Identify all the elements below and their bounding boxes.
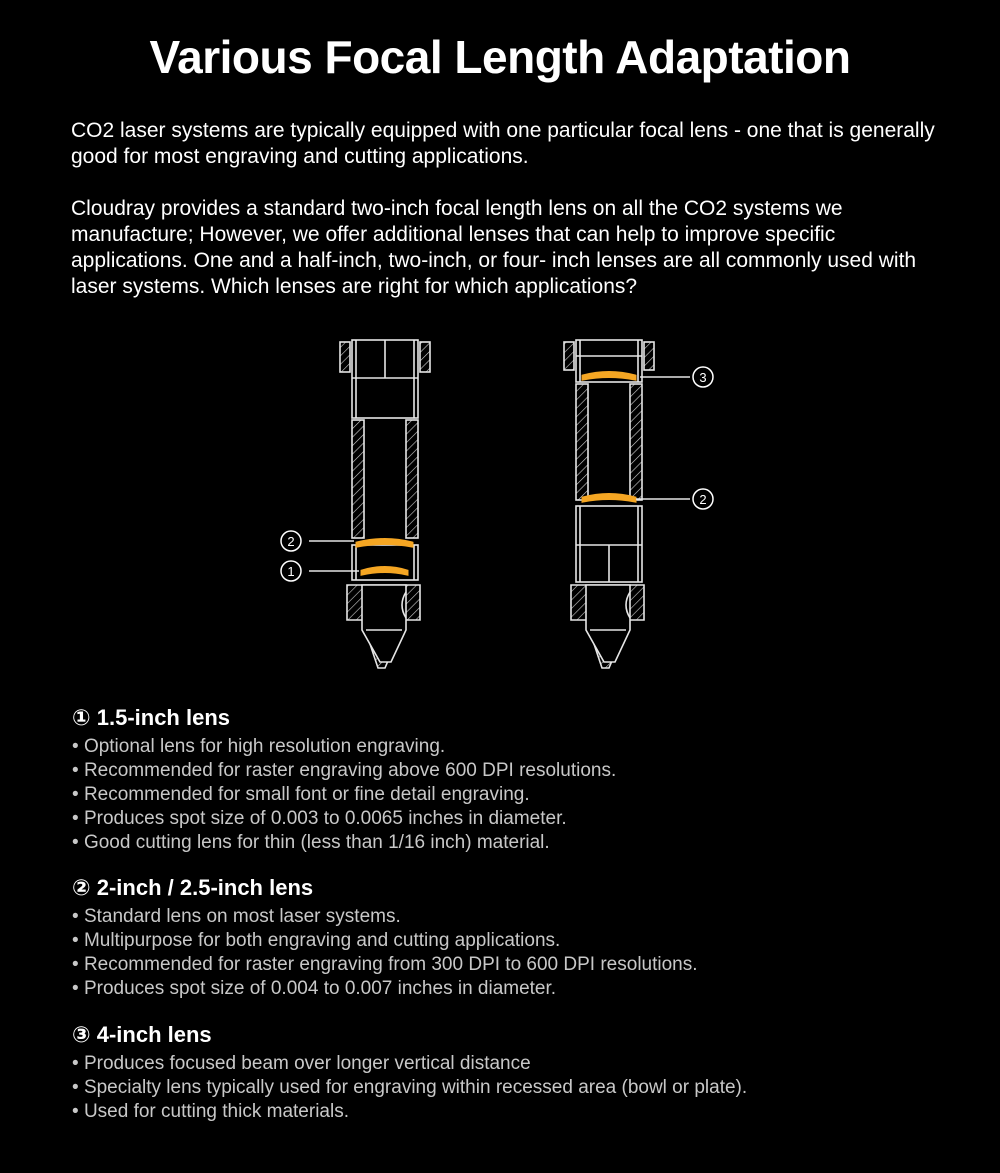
lens-bullet: • Optional lens for high resolution engraving.: [72, 735, 952, 759]
laser-head-diagram: [270, 330, 730, 675]
lens-bullet: • Specialty lens typically used for engraving within recessed area (bowl or plate).: [72, 1076, 952, 1100]
lens-1-left: [362, 568, 407, 575]
lens-heading: ① 1.5-inch lens: [72, 705, 231, 730]
lens-section-4-inch: [72, 1021, 952, 1124]
lens-bullet: • Produces spot size of 0.004 to 0.007 inches in diameter.: [72, 977, 952, 1001]
marker-2-right: [693, 489, 713, 509]
lens-bullet: • Used for cutting thick materials.: [72, 1100, 952, 1124]
lens-bullet: • Multipurpose for both engraving and cutting applications.: [72, 929, 952, 953]
marker-2-left: [281, 531, 301, 551]
intro-paragraph: Cloudray provides a standard two-inch focal length lens on all the CO2 systems we manufacture; However, we offer additional lenses that can help to improve specific applications. One and a half-inch, two-inch, or four- inch lenses are all commonly used with laser systems. Which lenses are right for which applications?: [71, 197, 917, 298]
marker-1-left: [281, 561, 301, 581]
lens-bullet-list: [72, 905, 952, 1001]
svg-text:3: 3: [699, 370, 707, 385]
marker-3-right: [693, 367, 713, 387]
lens-heading: ② 2-inch / 2.5-inch lens: [72, 875, 314, 900]
lens-bullet: • Good cutting lens for thin (less than 1/16 inch) material.: [72, 831, 952, 855]
lens-bullet: • Recommended for raster engraving from 300 DPI to 600 DPI resolutions.: [72, 953, 952, 977]
lens-2-right: [583, 495, 635, 502]
page-title: Various Focal Length Adaptation: [149, 31, 851, 83]
lens-bullet: • Recommended for raster engraving above 600 DPI resolutions.: [72, 759, 952, 783]
lens-3-right: [583, 373, 635, 380]
svg-text:1: 1: [287, 564, 295, 579]
svg-text:2: 2: [699, 492, 707, 507]
lens-heading: ③ 4-inch lens: [72, 1022, 212, 1047]
lens-bullet-list: [72, 735, 952, 855]
svg-text:2: 2: [287, 534, 295, 549]
lens-section-1-5-inch: [72, 704, 952, 855]
lens-bullet-list: [72, 1052, 952, 1124]
lens-section-2-inch: [72, 874, 952, 1001]
lens-bullet: • Produces focused beam over longer vertical distance: [72, 1052, 952, 1076]
left-laser-head: [340, 340, 430, 668]
lens-bullet: • Recommended for small font or fine detail engraving.: [72, 783, 952, 807]
intro-paragraph: CO2 laser systems are typically equipped with one particular focal lens - one that is generally good for most engraving and cutting applications.: [71, 119, 935, 168]
lens-bullet: • Produces spot size of 0.003 to 0.0065 inches in diameter.: [72, 807, 952, 831]
lens-bullet: • Standard lens on most laser systems.: [72, 905, 952, 929]
right-laser-head: [564, 340, 654, 668]
